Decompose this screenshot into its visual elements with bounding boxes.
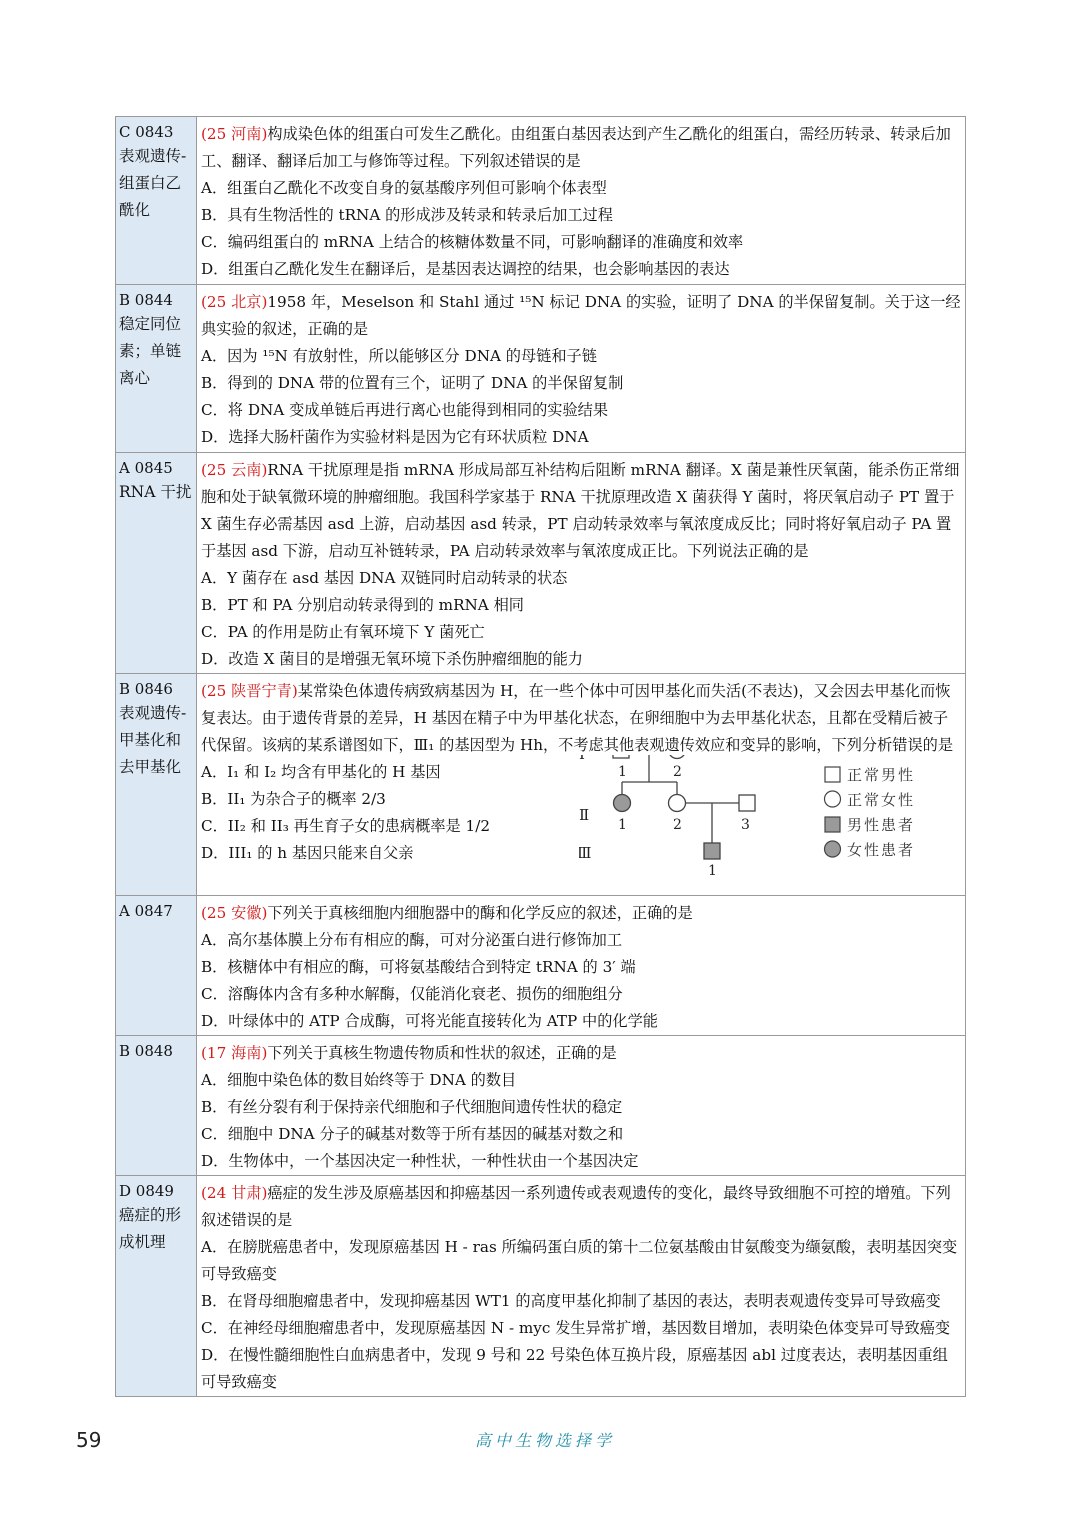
stem-text: 下列关于真核细胞内细胞器中的酶和化学反应的叙述，正确的是 (267, 904, 693, 922)
question-body (197, 674, 966, 896)
option-c: C．在神经母细胞瘤患者中，发现原癌基因 N - myc 发生异常扩增，基因数目增加，表明染色体变异可导致癌变 (201, 1319, 951, 1337)
answer-code: A 0845 (119, 459, 173, 477)
question-body (197, 285, 966, 453)
option-b: B．具有生物活性的 tRNA 的形成涉及转录和转录后加工过程 (201, 206, 613, 224)
option-a: A．I₁ 和 I₂ 均含有甲基化的 H 基因 (201, 763, 441, 781)
stem-text: 某常染色体遗传病致病基因为 H，在一些个体中可因甲基化而失活(不表达)，又会因去甲基化而恢复表达。由于遗传背景的差异，H 基因在精子中为甲基化状态，在卵细胞中为去甲基化状态，且都在受精后被子代保留。该病的某系谱图如下，Ⅲ₁ 的基因型为 Hh，不考虑其他表观遗传效应和变异的影响，下列分析错误的是 (201, 682, 954, 754)
question-stem (201, 1180, 962, 1234)
topic-line: 素；单链 (119, 342, 182, 360)
option-d: D．选择大肠杆菌作为实验材料是因为它有环状质粒 DNA (201, 428, 589, 446)
options-with-pedigree (201, 759, 962, 879)
answer-code: C 0843 (119, 123, 174, 141)
topic-line: 癌症的形 (119, 1206, 182, 1224)
option-b: B．核糖体中有相应的酶，可将氨基酸结合到特定 tRNA 的 3′ 端 (201, 958, 636, 976)
topic-line: 去甲基化 (119, 758, 182, 776)
answer-code: B 0846 (119, 680, 173, 698)
pedigree-chart (579, 755, 959, 885)
option-a: A．因为 ¹⁵N 有放射性，所以能够区分 DNA 的母链和子链 (201, 347, 597, 365)
normal-male-symbol (613, 755, 629, 758)
option-c: C．II₂ 和 II₃ 再生育子女的患病概率是 1/2 (201, 817, 490, 835)
option-d: D．生物体中，一个基因决定一种性状，一种性状由一个基因决定 (201, 1152, 639, 1170)
legend-affected-female-icon (825, 841, 841, 857)
option-b: B．得到的 DNA 带的位置有三个，证明了 DNA 的半保留复制 (201, 374, 624, 392)
question-stem (201, 121, 962, 175)
legend-affected-male-icon (825, 817, 840, 832)
question-side (116, 285, 197, 453)
option-b: B．在肾母细胞瘤患者中，发现抑癌基因 WT1 的高度甲基化抑制了基因的表达，表明表观遗传变异可导致癌变 (201, 1292, 941, 1310)
question-row (116, 285, 966, 453)
answer-code: A 0847 (119, 902, 173, 920)
question-source: (25 河南) (201, 125, 268, 143)
normal-female-symbol (669, 795, 686, 812)
question-source: (25 北京) (201, 293, 268, 311)
stem-text: 癌症的发生涉及原癌基因和抑癌基因一系列遗传或表观遗传的变化，最终导致细胞不可控的增殖。下列叙述错误的是 (201, 1184, 951, 1229)
individual-number: 3 (741, 817, 750, 833)
stem-text: RNA 干扰原理是指 mRNA 形成局部互补结构后阻断 mRNA 翻译。X 菌是兼性厌氧菌，能杀伤正常细胞和处于缺氧微环境的肿瘤细胞。我国科学家基于 RNA 干扰原理改造 X 菌获得 Y 菌时，将厌氧启动子 PT 置于 X 菌生存必需基因 asd 上游，启动基因 asd 转录，PT 启动转录效率与氧浓度成反比；同时将好氧启动子 PA 置于基因 asd 下游，启动互补链转录，PA 启动转录效率与氧浓度成正比。下列说法正确的是 (201, 461, 960, 560)
question-source: (25 陕晋宁青) (201, 682, 298, 700)
question-table (115, 116, 966, 1397)
option-a: A．高尔基体膜上分布有相应的酶，可对分泌蛋白进行修饰加工 (201, 931, 623, 949)
individual-number: 1 (708, 863, 717, 879)
question-body (197, 896, 966, 1036)
legend-normal-male-icon (825, 767, 840, 782)
question-source: (17 海南) (201, 1044, 268, 1062)
option-c: C．溶酶体内含有多种水解酶，仅能消化衰老、损伤的细胞组分 (201, 985, 623, 1003)
topic-line: RNA 干扰 (119, 483, 192, 501)
option-b: B．有丝分裂有利于保持亲代细胞和子代细胞间遗传性状的稳定 (201, 1098, 623, 1116)
answer-code: D 0849 (119, 1182, 174, 1200)
topic-line: 酰化 (119, 201, 151, 219)
option-d: D．在慢性髓细胞性白血病患者中，发现 9 号和 22 号染色体互换片段，原癌基因 abl 过度表达，表明基因重组可导致癌变 (201, 1346, 948, 1391)
pedigree-legend (825, 766, 916, 859)
option-d: D．叶绿体中的 ATP 合成酶，可将光能直接转化为 ATP 中的化学能 (201, 1012, 658, 1030)
generation-label: Ⅱ (579, 806, 590, 824)
question-side (116, 117, 197, 285)
legend-label: 女性患者 (847, 841, 916, 859)
topic-line: 离心 (119, 369, 151, 387)
topic-line: 表观遗传- (119, 147, 187, 165)
question-row (116, 117, 966, 285)
answer-code: B 0844 (119, 291, 173, 309)
option-c: C．编码组蛋白的 mRNA 上结合的核糖体数量不同，可影响翻译的准确度和效率 (201, 233, 744, 251)
individual-number: 1 (618, 817, 627, 833)
question-stem (201, 678, 962, 759)
topic-line: 表观遗传- (119, 704, 187, 722)
question-side (116, 896, 197, 1036)
question-side (116, 453, 197, 674)
legend-label: 男性患者 (847, 816, 916, 834)
generation-label: Ⅲ (579, 844, 592, 862)
affected-male-symbol (704, 843, 720, 859)
option-d: D．组蛋白乙酰化发生在翻译后，是基因表达调控的结果，也会影响基因的表达 (201, 260, 730, 278)
individual-number: 1 (618, 764, 627, 780)
option-c: C．PA 的作用是防止有氧环境下 Y 菌死亡 (201, 623, 485, 641)
normal-female-symbol (669, 755, 686, 759)
option-a: A．细胞中染色体的数目始终等于 DNA 的数目 (201, 1071, 517, 1089)
individual-number: 2 (673, 764, 682, 780)
option-c: C．细胞中 DNA 分子的碱基对数等于所有基因的碱基对数之和 (201, 1125, 624, 1143)
question-side (116, 1176, 197, 1397)
option-b: B．PT 和 PA 分别启动转录得到的 mRNA 相同 (201, 596, 524, 614)
stem-text: 1958 年，Meselson 和 Stahl 通过 ¹⁵N 标记 DNA 的实验，证明了 DNA 的半保留复制。关于这一经典实验的叙述，正确的是 (201, 293, 961, 338)
question-source: (25 安徽) (201, 904, 268, 922)
option-a: A．组蛋白乙酰化不改变自身的氨基酸序列但可影响个体表型 (201, 179, 607, 197)
question-source: (24 甘肃) (201, 1184, 268, 1202)
question-side (116, 674, 197, 896)
generation-label (579, 755, 585, 763)
legend-label: 正常男性 (847, 766, 916, 784)
normal-male-symbol (739, 795, 755, 811)
legend-normal-female-icon (825, 791, 841, 807)
topic-line: 稳定同位 (119, 315, 182, 333)
question-row (116, 453, 966, 674)
topic-line: 成机理 (119, 1233, 166, 1251)
option-a: A．在膀胱癌患者中，发现原癌基因 H - ras 所编码蛋白质的第十二位氨基酸由甘氨酸变为缬氨酸，表明基因突变可导致癌变 (201, 1238, 958, 1283)
pedigree-figure (579, 755, 959, 885)
topic-line: 组蛋白乙 (119, 174, 182, 192)
question-side (116, 1036, 197, 1176)
option-b: B．II₁ 为杂合子的概率 2/3 (201, 790, 386, 808)
option-a: A．Y 菌存在 asd 基因 DNA 双链同时启动转录的状态 (201, 569, 568, 587)
question-body (197, 453, 966, 674)
option-d: D．改造 X 菌目的是增强无氧环境下杀伤肿瘤细胞的能力 (201, 650, 583, 668)
stem-text: 构成染色体的组蛋白可发生乙酰化。由组蛋白基因表达到产生乙酰化的组蛋白，需经历转录、转录后加工、翻译、翻译后加工与修饰等过程。下列叙述错误的是 (201, 125, 951, 170)
question-body (197, 1176, 966, 1397)
individual-number: 2 (673, 817, 682, 833)
question-body (197, 1036, 966, 1176)
question-body (197, 117, 966, 285)
option-d: D．III₁ 的 h 基因只能来自父亲 (201, 844, 414, 862)
question-row (116, 896, 966, 1036)
question-source: (25 云南) (201, 461, 268, 479)
legend-label: 正常女性 (847, 791, 916, 809)
affected-female-symbol (614, 795, 631, 812)
question-stem (201, 1040, 962, 1067)
page-number: 59 (76, 1428, 102, 1452)
question-stem (201, 289, 962, 343)
question-stem (201, 900, 962, 927)
question-stem (201, 457, 962, 565)
option-c: C．将 DNA 变成单链后再进行离心也能得到相同的实验结果 (201, 401, 609, 419)
stem-text: 下列关于真核生物遗传物质和性状的叙述，正确的是 (267, 1044, 617, 1062)
question-row (116, 1176, 966, 1397)
question-row (116, 674, 966, 896)
question-row (116, 1036, 966, 1176)
footer-title: 高中生物选择学 (475, 1431, 616, 1450)
answer-code: B 0848 (119, 1042, 173, 1060)
topic-line: 甲基化和 (119, 731, 182, 749)
